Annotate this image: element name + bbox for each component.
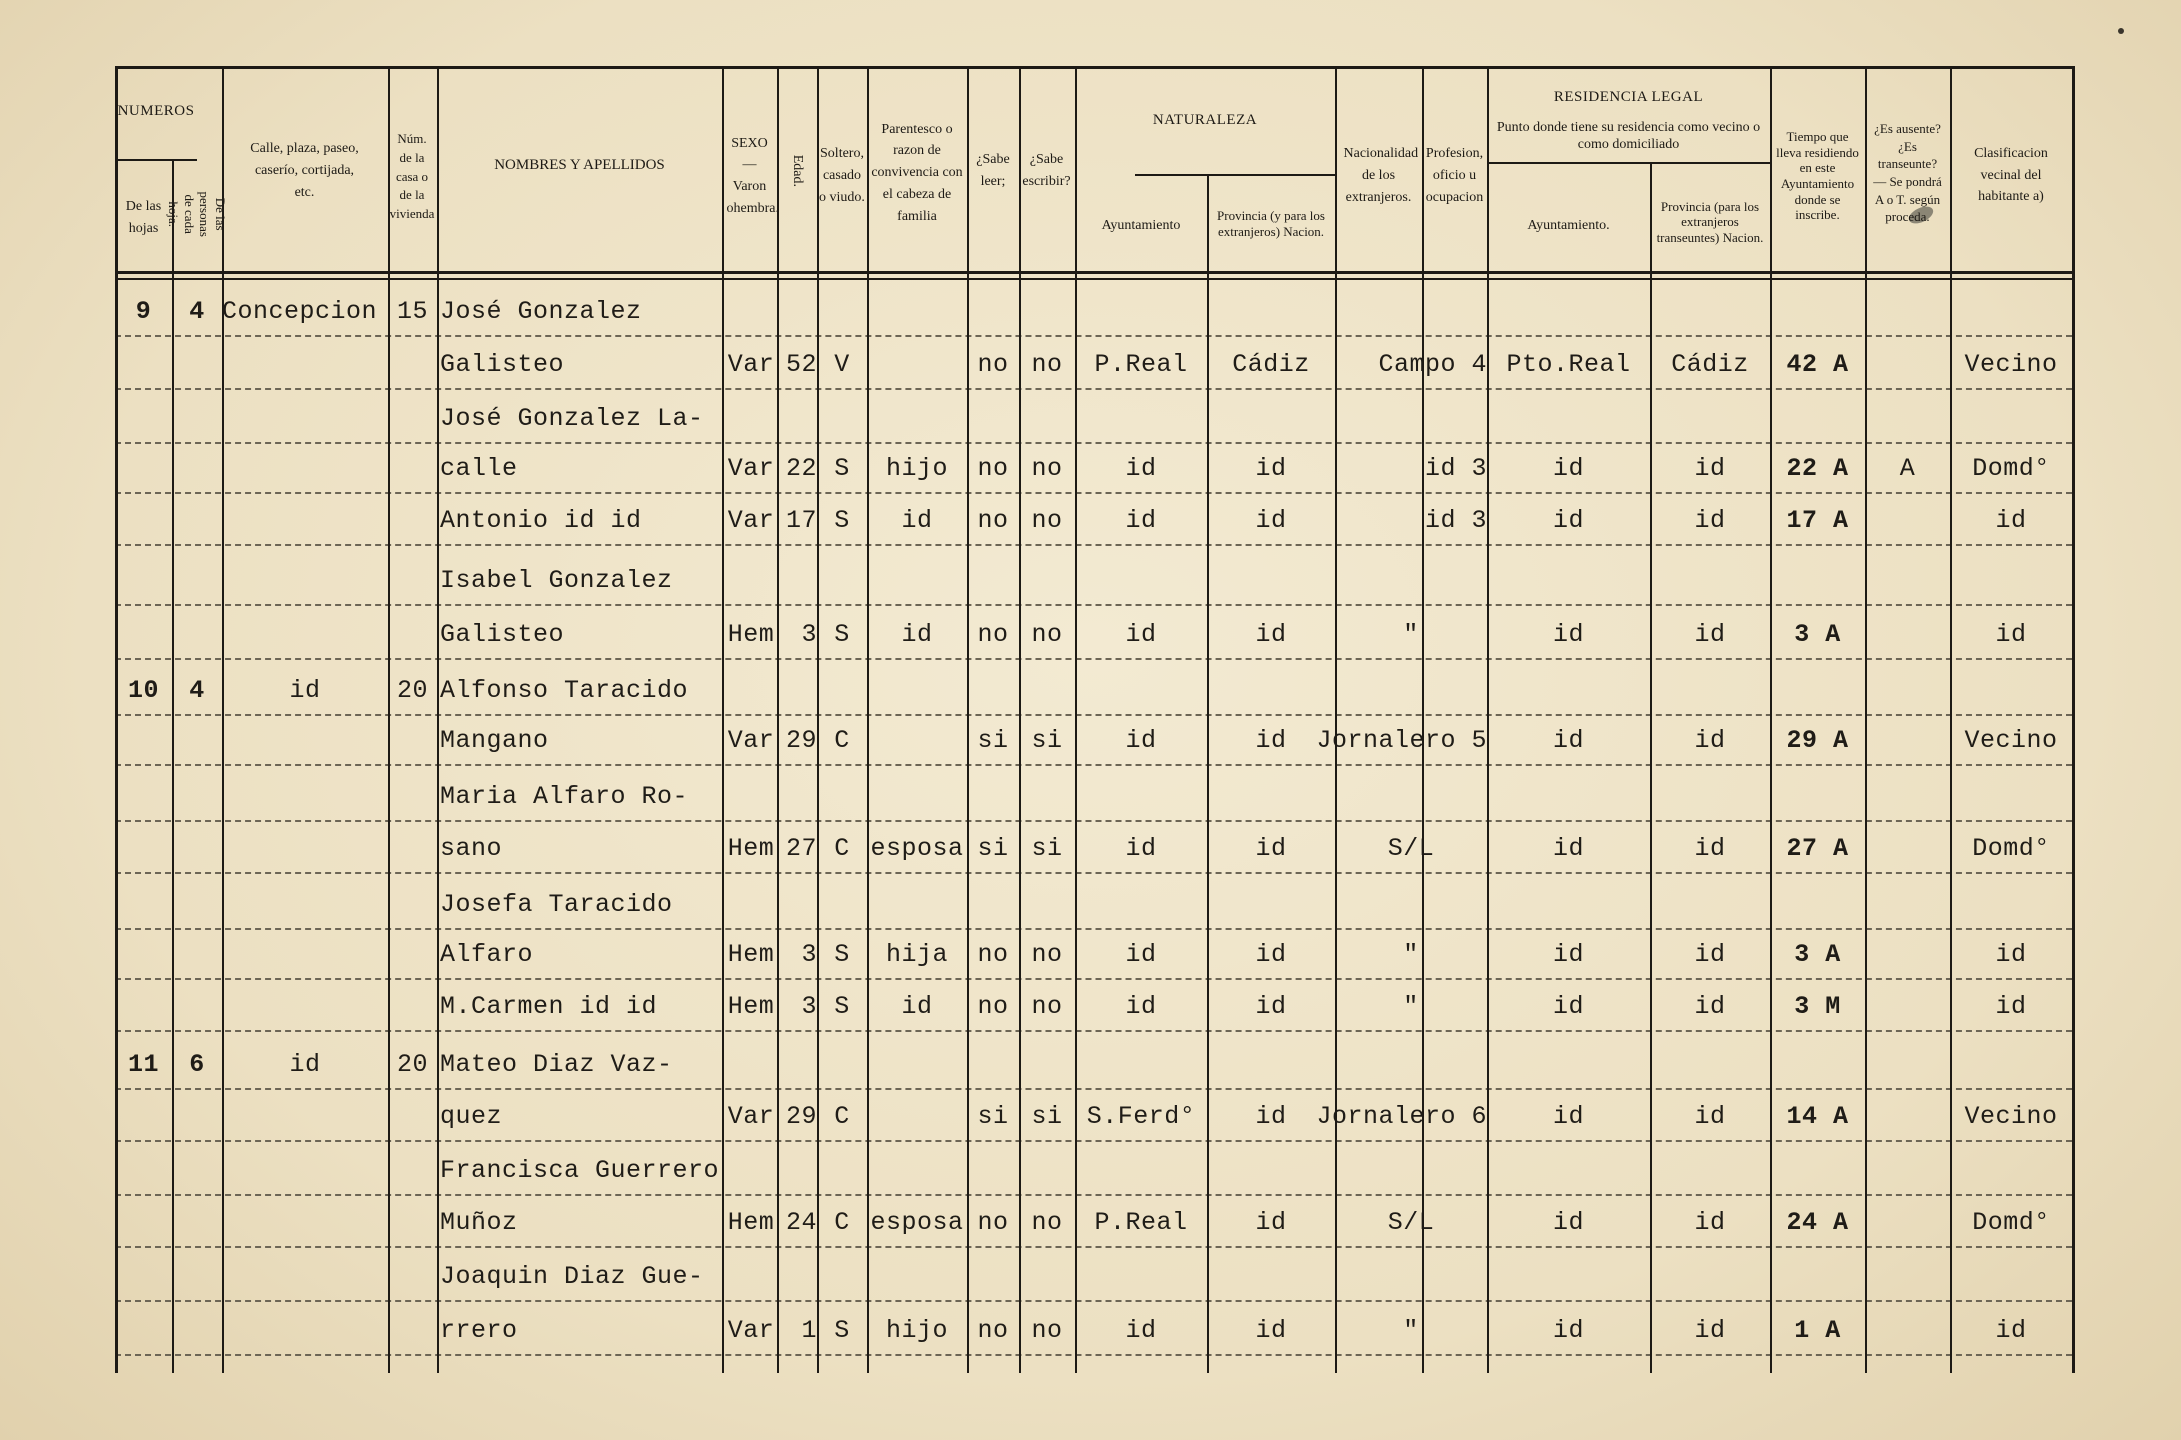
cell-clasif: id (1995, 1316, 2027, 1345)
cell-profesion: Jornalero 6 (1316, 1102, 1487, 1131)
cell-res-prov: id (1694, 620, 1726, 649)
cell-edad: 1 (801, 1316, 817, 1345)
header-numeros: NUMEROS (117, 103, 195, 120)
cell-edad: 3 (801, 992, 817, 1021)
column-line (722, 66, 724, 1373)
cell-nat-ayto: S.Ferd° (1086, 1102, 1196, 1131)
cell-tiempo: 29 A (1786, 726, 1849, 755)
cell-tiempo: 17 A (1786, 506, 1849, 535)
column-line (1487, 66, 1489, 1373)
cell-res-prov: id (1694, 726, 1726, 755)
cell-nombre: Mangano (440, 726, 549, 755)
header-clasificacion: Clasificacion vecinal del habitante a) (1974, 145, 2048, 205)
cell-nombre: Joaquin Diaz Gue- (440, 1262, 704, 1291)
column-line (388, 66, 390, 1373)
cell-nombre: José Gonzalez (440, 297, 642, 326)
column-line (1770, 66, 1772, 1373)
header-nat-provincia: Provincia (y para los extranjeros) Nacion. (1217, 208, 1325, 239)
cell-res-ayto: id (1552, 834, 1584, 863)
cell-tiempo: 24 A (1786, 1208, 1849, 1237)
cell-nombre: Francisca Guerrero (440, 1156, 720, 1185)
cell-leer: no (977, 940, 1009, 969)
cell-casa: 15 (396, 297, 428, 326)
cell-escribir: no (1031, 350, 1063, 379)
column-line (1335, 66, 1337, 1373)
cell-clasif: id (1995, 620, 2027, 649)
header-residencia-sub: Punto donde tiene su residencia como vecino o como domiciliado (1496, 120, 1761, 152)
row-rule (115, 872, 2072, 874)
cell-nombre: Isabel Gonzalez (440, 566, 673, 595)
cell-tiempo: 42 A (1786, 350, 1849, 379)
cell-leer: no (977, 1208, 1009, 1237)
cell-nat-prov: id (1255, 454, 1287, 483)
cell-tiempo: 22 A (1786, 454, 1849, 483)
column-line (967, 66, 969, 1373)
cell-res-prov: id (1694, 454, 1726, 483)
cell-escribir: si (1031, 834, 1063, 863)
cell-edad: 52 (785, 350, 817, 379)
cell-parentesco: hijo (885, 1316, 948, 1345)
cell-nombre: calle (440, 454, 518, 483)
cell-nombre: Galisteo (440, 350, 565, 379)
cell-calle: Concepcion (222, 297, 378, 326)
cell-edad: 29 (785, 726, 817, 755)
header-divider-residencia (1487, 162, 1770, 164)
cell-clasif: id (1995, 940, 2027, 969)
cell-nombre: Muñoz (440, 1208, 518, 1237)
header-nacionalidad: Nacionalidad de los extranjeros. (1343, 146, 1419, 205)
header-divider-naturaleza (1135, 174, 1335, 176)
cell-nat-prov: id (1255, 1208, 1287, 1237)
cell-nombre: Antonio id id (440, 506, 642, 535)
cell-edad: 22 (785, 454, 817, 483)
cell-profesion: id 3 (1424, 506, 1487, 535)
column-line (222, 66, 224, 1373)
cell-edad: 29 (785, 1102, 817, 1131)
header-de-las-hojas: De las hojas (125, 199, 162, 236)
cell-hoja: 11 (127, 1050, 159, 1079)
cell-leer: si (977, 1102, 1009, 1131)
cell-parentesco: hijo (885, 454, 948, 483)
cell-escribir: no (1031, 1316, 1063, 1345)
cell-nat-ayto: id (1125, 940, 1157, 969)
column-line (1865, 66, 1867, 1373)
cell-persona: 6 (189, 1050, 205, 1079)
cell-clasif: Domd° (1972, 834, 2050, 863)
cell-tiempo: 3 A (1794, 620, 1841, 649)
row-rule (115, 544, 2072, 546)
cell-nombre: quez (440, 1102, 503, 1131)
cell-edad: 17 (785, 506, 817, 535)
cell-parentesco: esposa (870, 1208, 964, 1237)
cell-escribir: no (1031, 620, 1063, 649)
ink-speck (2118, 28, 2124, 34)
cell-sexo: Var (727, 1102, 775, 1131)
cell-estado: S (834, 506, 850, 535)
header-num-casa: Núm. de la casa o de la vivienda (389, 130, 435, 222)
cell-edad: 3 (801, 620, 817, 649)
cell-nat-prov: id (1255, 834, 1287, 863)
header-sexo: SEXO — Varon ohembra. (726, 135, 779, 216)
cell-leer: no (977, 454, 1009, 483)
row-rule (115, 388, 2072, 390)
cell-edad: 27 (785, 834, 817, 863)
cell-tiempo: 3 M (1794, 992, 1841, 1021)
row-rule (115, 928, 2072, 930)
cell-calle: id (289, 1050, 321, 1079)
cell-clasif: Vecino (1964, 726, 2058, 755)
cell-estado: S (834, 1316, 850, 1345)
cell-res-ayto: id (1552, 992, 1584, 1021)
cell-estado: C (834, 1208, 850, 1237)
cell-sexo: Var (727, 454, 775, 483)
cell-clasif: id (1995, 992, 2027, 1021)
header-ausente: ¿Es ausente? ¿Es transeunte? — Se pondrá A o T. según proceda. (1873, 121, 1942, 225)
header-soltero: Soltero, casado o viudo. (819, 146, 865, 205)
cell-tiempo: 1 A (1794, 1316, 1841, 1345)
cell-persona: 4 (189, 297, 205, 326)
cell-nat-ayto: id (1125, 834, 1157, 863)
cell-nat-prov: id (1255, 940, 1287, 969)
header-nat-ayuntamiento: Ayuntamiento (1101, 218, 1181, 234)
cell-profesion: S/L (1387, 1208, 1435, 1237)
column-line (115, 66, 118, 1373)
cell-res-prov: id (1694, 940, 1726, 969)
row-rule (115, 1140, 2072, 1142)
header-sabe-escribir: ¿Sabe escribir? (1022, 152, 1071, 189)
header-calle: Calle, plaza, paseo, caserío, cortijada, etc. (250, 141, 359, 200)
cell-leer: si (977, 726, 1009, 755)
cell-leer: no (977, 506, 1009, 535)
column-line (1075, 66, 1077, 1373)
row-rule (115, 442, 2072, 444)
column-line (437, 66, 439, 1373)
cell-sexo: Var (727, 1316, 775, 1345)
column-line (867, 66, 869, 1373)
cell-estado: S (834, 940, 850, 969)
cell-nat-ayto: id (1125, 454, 1157, 483)
cell-nat-prov: id (1255, 506, 1287, 535)
cell-res-ayto: id (1552, 1208, 1584, 1237)
cell-nat-prov: id (1255, 620, 1287, 649)
cell-res-ayto: id (1552, 506, 1584, 535)
cell-nombre: José Gonzalez La- (440, 404, 704, 433)
census-form (115, 66, 2072, 1373)
column-line (172, 159, 174, 1373)
row-rule (115, 1246, 2072, 1248)
cell-sexo: Hem (727, 992, 775, 1021)
cell-escribir: no (1031, 940, 1063, 969)
cell-clasif: Vecino (1964, 1102, 2058, 1131)
cell-parentesco: id (901, 506, 933, 535)
cell-sexo: Hem (727, 620, 775, 649)
cell-estado: S (834, 620, 850, 649)
cell-profesion: Campo 4 (1378, 350, 1487, 379)
row-rule (115, 978, 2072, 980)
cell-sexo: Hem (727, 834, 775, 863)
cell-profesion: id 3 (1424, 454, 1487, 483)
cell-profesion: S/L (1387, 834, 1435, 863)
cell-res-ayto: id (1552, 726, 1584, 755)
cell-tiempo: 14 A (1786, 1102, 1849, 1131)
row-rule (115, 764, 2072, 766)
cell-res-ayto: Pto.Real (1506, 350, 1631, 379)
header-tiempo: Tiempo que lleva residiendo en este Ayuntamiento donde se inscribe. (1776, 129, 1859, 223)
cell-calle: id (289, 676, 321, 705)
cell-res-prov: id (1694, 506, 1726, 535)
cell-parentesco: id (901, 992, 933, 1021)
cell-casa: 20 (396, 1050, 428, 1079)
cell-profesion: " (1403, 1316, 1419, 1345)
cell-sexo: Hem (727, 940, 775, 969)
cell-estado: V (834, 350, 850, 379)
cell-hoja: 9 (135, 297, 152, 326)
cell-escribir: si (1031, 726, 1063, 755)
cell-parentesco: id (901, 620, 933, 649)
cell-res-prov: id (1694, 834, 1726, 863)
cell-nombre: sano (440, 834, 503, 863)
cell-tiempo: 3 A (1794, 940, 1841, 969)
cell-estado: S (834, 992, 850, 1021)
cell-persona: 4 (189, 676, 205, 705)
row-rule (115, 714, 2072, 716)
column-line (1207, 174, 1209, 1373)
cell-casa: 20 (396, 676, 428, 705)
cell-nat-ayto: id (1125, 620, 1157, 649)
cell-estado: C (834, 834, 850, 863)
cell-nombre: Alfaro (440, 940, 534, 969)
header-residencia: RESIDENCIA LEGAL (1553, 89, 1704, 106)
cell-escribir: si (1031, 1102, 1063, 1131)
cell-profesion: " (1403, 992, 1419, 1021)
cell-nat-ayto: id (1125, 992, 1157, 1021)
cell-leer: no (977, 350, 1009, 379)
row-rule (115, 1354, 2072, 1356)
cell-tiempo: 27 A (1786, 834, 1849, 863)
cell-leer: si (977, 834, 1009, 863)
cell-res-ayto: id (1552, 1102, 1584, 1131)
cell-nombre: M.Carmen id id (440, 992, 658, 1021)
cell-escribir: no (1031, 992, 1063, 1021)
row-rule (115, 1088, 2072, 1090)
cell-res-prov: id (1694, 1102, 1726, 1131)
cell-nat-prov: id (1255, 1316, 1287, 1345)
cell-escribir: no (1031, 506, 1063, 535)
cell-clasif: Vecino (1964, 350, 2058, 379)
row-rule (115, 492, 2072, 494)
cell-sexo: Var (727, 350, 775, 379)
header-sabe-leer: ¿Sabe leer; (976, 152, 1010, 189)
column-line (2072, 66, 2075, 1373)
cell-res-prov: id (1694, 992, 1726, 1021)
row-rule (115, 1194, 2072, 1196)
cell-nombre: Galisteo (440, 620, 565, 649)
cell-leer: no (977, 992, 1009, 1021)
cell-res-ayto: id (1552, 1316, 1584, 1345)
column-line (1650, 162, 1652, 1373)
cell-nombre: Alfonso Taracido (440, 676, 689, 705)
column-line (817, 66, 819, 1373)
column-line (777, 66, 779, 1373)
header-profesion: Profesion, oficio u ocupacion (1425, 146, 1484, 205)
cell-parentesco: hija (885, 940, 948, 969)
header-edad: Edad. (789, 154, 805, 188)
cell-estado: C (834, 1102, 850, 1131)
cell-sexo: Var (727, 506, 775, 535)
cell-edad: 24 (785, 1208, 817, 1237)
cell-res-prov: id (1694, 1208, 1726, 1237)
cell-nat-ayto: P.Real (1094, 1208, 1188, 1237)
cell-parentesco: esposa (870, 834, 964, 863)
header-bottom-border (115, 271, 2072, 274)
row-rule (115, 820, 2072, 822)
top-border (115, 66, 2072, 69)
header-res-provincia: Provincia (para los extranjeros transeuntes) Nacion. (1656, 198, 1764, 245)
cell-hoja: 10 (127, 676, 159, 705)
cell-leer: no (977, 620, 1009, 649)
cell-nat-ayto: id (1125, 1316, 1157, 1345)
cell-nombre: Maria Alfaro Ro- (440, 782, 689, 811)
cell-profesion: " (1403, 620, 1419, 649)
header-divider-numeros (115, 159, 197, 161)
cell-nombre: Josefa Taracido (440, 890, 673, 919)
cell-sexo: Var (727, 726, 775, 755)
cell-nombre: rrero (440, 1316, 518, 1345)
cell-leer: no (977, 1316, 1009, 1345)
cell-nat-prov: id (1255, 992, 1287, 1021)
cell-nat-prov: id (1255, 1102, 1287, 1131)
cell-edad: 3 (801, 940, 817, 969)
cell-escribir: no (1031, 454, 1063, 483)
column-line (1019, 66, 1021, 1373)
header-nombres: NOMBRES Y APELLIDOS (494, 157, 665, 174)
cell-clasif: id (1995, 506, 2027, 535)
cell-ausente: A (1899, 454, 1916, 483)
cell-estado: C (834, 726, 850, 755)
cell-nat-prov: Cádiz (1232, 350, 1310, 379)
cell-nat-ayto: P.Real (1094, 350, 1188, 379)
row-rule (115, 1300, 2072, 1302)
cell-escribir: no (1031, 1208, 1063, 1237)
row-rule (115, 604, 2072, 606)
cell-nombre: Mateo Diaz Vaz- (440, 1050, 673, 1079)
header-naturaleza: NATURALEZA (1152, 112, 1258, 129)
row-rule (115, 335, 2072, 337)
cell-res-ayto: id (1552, 620, 1584, 649)
cell-clasif: Domd° (1972, 454, 2050, 483)
cell-res-ayto: id (1552, 454, 1584, 483)
cell-estado: S (834, 454, 850, 483)
cell-profesion: Jornalero 5 (1316, 726, 1487, 755)
cell-clasif: Domd° (1972, 1208, 2050, 1237)
cell-nat-prov: id (1255, 726, 1287, 755)
header-bottom-border-2 (115, 278, 2072, 280)
row-rule (115, 658, 2072, 660)
column-line (1422, 66, 1424, 1373)
cell-res-prov: id (1694, 1316, 1726, 1345)
cell-sexo: Hem (727, 1208, 775, 1237)
header-res-ayuntamiento: Ayuntamiento. (1527, 218, 1610, 234)
cell-res-ayto: id (1552, 940, 1584, 969)
cell-nat-ayto: id (1125, 726, 1157, 755)
header-de-las-personas: De las personas de cada hoja. (166, 191, 229, 237)
cell-nat-ayto: id (1125, 506, 1157, 535)
column-line (1950, 66, 1952, 1373)
cell-profesion: " (1403, 940, 1419, 969)
header-parentesco: Parentesco o razon de convivencia con el cabeza de familia (871, 121, 963, 224)
row-rule (115, 1030, 2072, 1032)
cell-res-prov: Cádiz (1671, 350, 1749, 379)
